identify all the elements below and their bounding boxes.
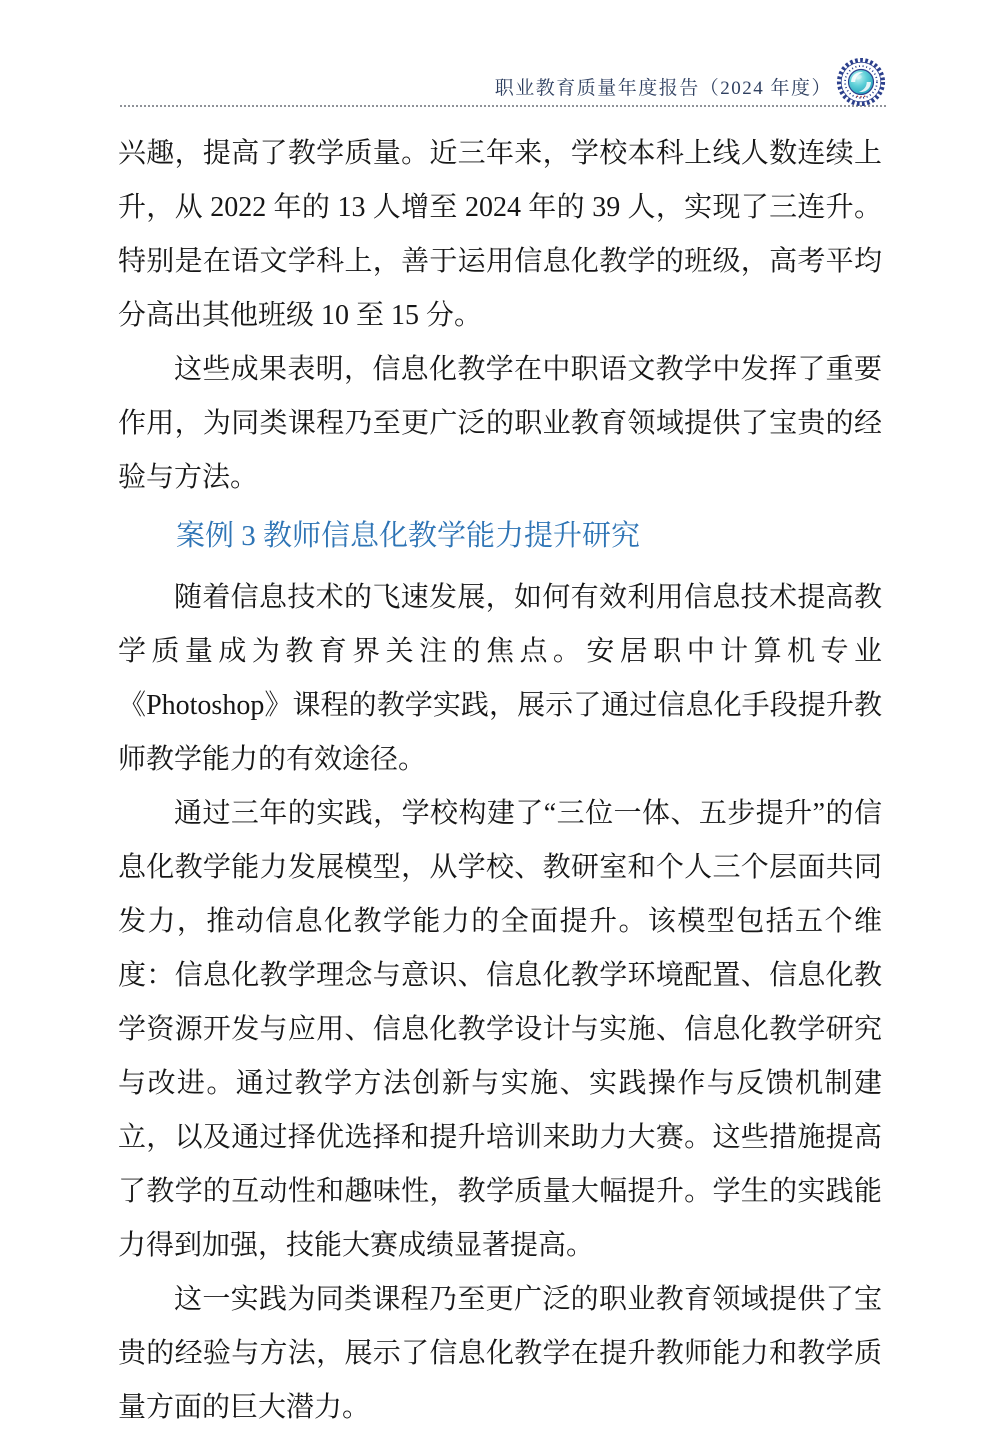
- school-emblem-icon: [836, 57, 886, 107]
- case-3-heading: 案例 3 教师信息化教学能力提升研究: [176, 520, 641, 552]
- paragraph-summary-case2: 这些成果表明，信息化教学在中职语文教学中发挥了重要作用，为同类课程乃至更广泛的职业教育领域提供了宝贵的经验与方法。: [118, 354, 882, 493]
- paragraph-continuation: 兴趣，提高了教学质量。近三年来，学校本科上线人数连续上升，从 2022 年的 13 人增至 2024 年的 39 人，实现了三连升。特别是在语文学科上，善于运用信息化教学的班级，高考平均分高出其他班级 10 至 15 分。: [118, 138, 882, 331]
- paragraph-case3-model: 通过三年的实践，学校构建了“三位一体、五步提升”的信息化教学能力发展模型，从学校、教研室和个人三个层面共同发力，推动信息化教学能力的全面提升。该模型包括五个维度：信息化教学理念与意识、信息化教学环境配置、信息化教学资源开发与应用、信息化教学设计与实施、信息化教学研究与改进。通过教学方法创新与实施、实践操作与反馈机制建立，以及通过择优选择和提升培训来助力大赛。这些措施提高了教学的互动性和趣味性，教学质量大幅提升。学生的实践能力得到加强，技能大赛成绩显著提高。: [118, 798, 882, 1261]
- page-header: [120, 0, 886, 107]
- header-running-title: 职业教育质量年度报告（2024 年度）: [494, 78, 832, 99]
- document-body: [118, 109, 882, 1435]
- paragraph-case3-intro: 随着信息技术的飞速发展，如何有效利用信息技术提高教学质量成为教育界关注的焦点。安居职中计算机专业《Photoshop》课程的教学实践，展示了通过信息化手段提升教师教学能力的有效途径。: [118, 582, 882, 775]
- paragraph-case3-conclusion: 这一实践为同类课程乃至更广泛的职业教育领域提供了宝贵的经验与方法，展示了信息化教学在提升教师能力和教学质量方面的巨大潜力。: [118, 1284, 882, 1423]
